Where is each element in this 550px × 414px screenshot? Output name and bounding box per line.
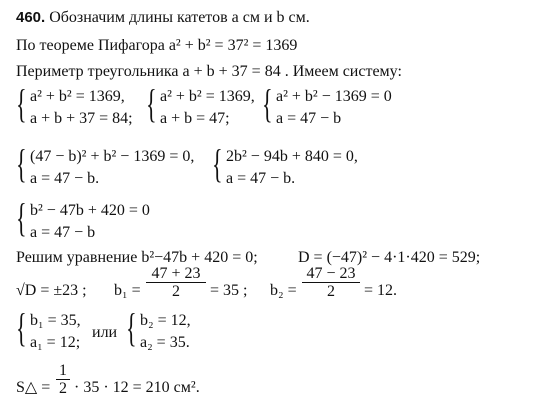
system-row: a = 47 − b. (30, 170, 100, 187)
area-lhs: S△ = (16, 379, 51, 396)
system-row: a₁ = 12; (30, 334, 81, 351)
system-row: b₂ = 12, (140, 312, 191, 329)
problem-number: 460. (16, 9, 46, 26)
brace: { (16, 141, 27, 186)
fraction-numerator: 47 + 23 (146, 265, 206, 283)
b1-rhs: = 35 ; (210, 282, 248, 299)
brace: { (212, 141, 223, 186)
solve-line: Решим уравнение b²−47b + 420 = 0; (16, 249, 258, 266)
brace: { (262, 81, 273, 126)
brace: { (16, 195, 27, 240)
brace: { (16, 81, 27, 126)
b1-fraction (146, 265, 206, 300)
perimeter-line: Периметр треугольника a + b + 37 = 84 . Имеем систему: (16, 63, 402, 80)
system-row: 2b² − 94b + 840 = 0, (226, 148, 358, 165)
pythagoras-line: По теореме Пифагора a² + b² = 37² = 1369 (16, 37, 298, 54)
area-rhs: · 35 · 12 = 210 см². (74, 379, 200, 396)
system-row: a + b = 47; (160, 110, 230, 127)
system-row: a + b + 37 = 84; (30, 110, 133, 127)
sqrt-d: √D = ±23 ; (16, 282, 87, 299)
b2-fraction (302, 265, 360, 300)
fraction-denominator: 2 (59, 380, 67, 397)
system-row: b₁ = 35, (30, 312, 81, 329)
problem-header (16, 9, 310, 27)
system-row: a₂ = 35. (140, 334, 190, 351)
area-fraction (56, 362, 70, 397)
system-row: a = 47 − b. (226, 170, 296, 187)
fraction-denominator: 2 (172, 283, 180, 300)
b2-lhs: b₂ = (270, 282, 297, 299)
b1-lhs: b₁ = (114, 282, 141, 299)
system-row: a = 47 − b (276, 110, 342, 127)
fraction-numerator: 1 (56, 362, 70, 380)
system-row: b² − 47b + 420 = 0 (30, 202, 150, 219)
brace: { (126, 305, 137, 350)
or-word: или (92, 324, 118, 341)
system-row: a² + b² = 1369, (30, 88, 125, 105)
fraction-denominator: 2 (327, 283, 335, 300)
fraction-numerator: 47 − 23 (302, 265, 360, 283)
problem-intro: Обозначим длины катетов a см и b см. (49, 9, 310, 26)
brace: { (146, 81, 157, 126)
brace: { (16, 305, 27, 350)
b2-rhs: = 12. (364, 282, 398, 299)
discriminant-line: D = (−47)² − 4·1·420 = 529; (298, 249, 481, 266)
system-row: a² + b² − 1369 = 0 (276, 88, 392, 105)
system-row: a² + b² = 1369, (160, 88, 255, 105)
system-row: (47 − b)² + b² − 1369 = 0, (30, 148, 195, 165)
system-row: a = 47 − b (30, 224, 96, 241)
